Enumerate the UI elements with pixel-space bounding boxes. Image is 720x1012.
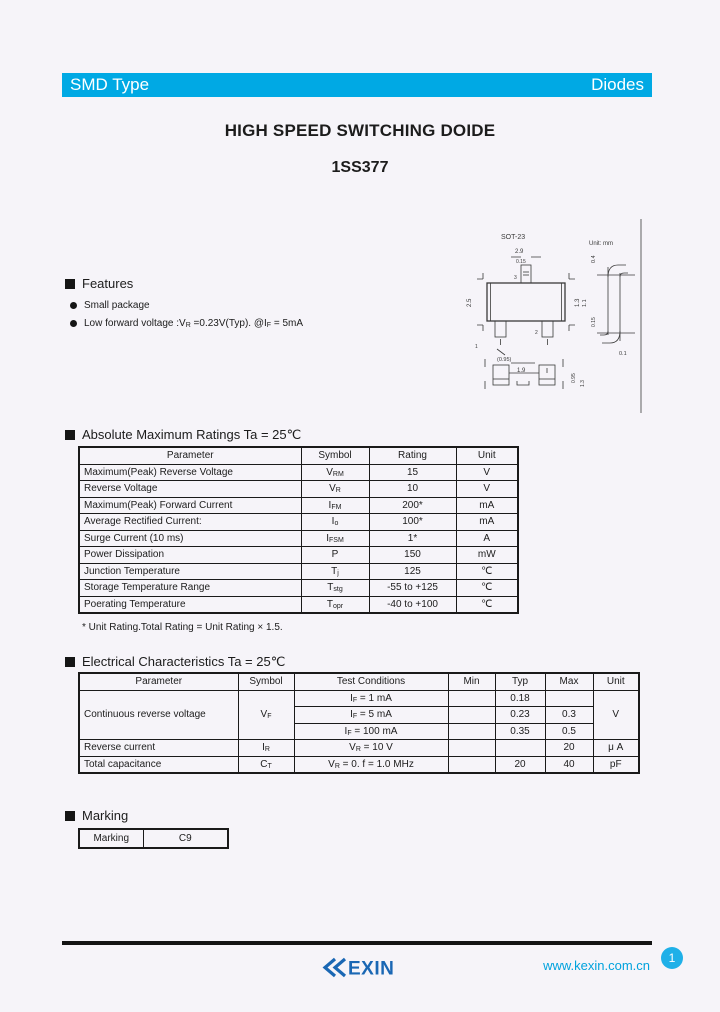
amr-unit: ℃ bbox=[456, 580, 518, 597]
abs-max-ratings-table bbox=[78, 446, 519, 614]
amr-param: Power Dissipation bbox=[79, 547, 301, 564]
land-pad-center bbox=[517, 381, 529, 385]
ec-max: 0.3 bbox=[545, 707, 593, 724]
dim-side-height: 1.1 bbox=[582, 299, 588, 307]
table-row bbox=[79, 547, 518, 564]
pin1-number: 1 bbox=[475, 344, 478, 350]
table-row bbox=[79, 756, 639, 773]
dim-foot: 0.1 bbox=[619, 351, 627, 357]
table-row bbox=[79, 580, 518, 597]
page-number-badge: 1 bbox=[661, 947, 683, 969]
page-title: HIGH SPEED SWITCHING DOIDE bbox=[224, 121, 496, 140]
package-name-label: SOT-23 bbox=[501, 234, 526, 241]
logo-text: EXIN bbox=[348, 958, 395, 980]
amr-rating: 150 bbox=[369, 547, 456, 564]
ec-cond: $I_F = 100$ mA bbox=[294, 723, 448, 740]
amr-unit: ℃ bbox=[456, 596, 518, 613]
table-row bbox=[79, 514, 518, 531]
table-row bbox=[79, 563, 518, 580]
amr-rating: -40 to +100 bbox=[369, 596, 456, 613]
amr-symbol: $T_j$ bbox=[301, 563, 369, 580]
ec-max bbox=[545, 690, 593, 707]
amr-rating: 125 bbox=[369, 563, 456, 580]
ec-unit: V bbox=[593, 690, 639, 740]
amr-unit: V bbox=[456, 464, 518, 481]
amr-rating: 1* bbox=[369, 530, 456, 547]
amr-rating: -55 to +125 bbox=[369, 580, 456, 597]
dim-lead-thick: 0.4 bbox=[591, 255, 597, 263]
marking-heading: Marking bbox=[65, 808, 128, 823]
ec-min bbox=[448, 756, 495, 773]
amr-symbol: $V_R$ bbox=[301, 481, 369, 498]
ec-max: 40 bbox=[545, 756, 593, 773]
table-row bbox=[79, 740, 639, 757]
dim-pitch: (0.95) bbox=[497, 357, 512, 363]
table-row bbox=[79, 481, 518, 498]
ec-min bbox=[448, 740, 495, 757]
amr-rating: 200* bbox=[369, 497, 456, 514]
col-parameter: Parameter bbox=[79, 673, 238, 690]
amr-param: Maximum(Peak) Forward Current bbox=[79, 497, 301, 514]
section-square-icon bbox=[65, 430, 75, 440]
bullet-icon bbox=[70, 302, 77, 309]
amr-symbol: $I_{FM}$ bbox=[301, 497, 369, 514]
ec-unit: pF bbox=[593, 756, 639, 773]
pin1-lead bbox=[495, 321, 506, 337]
amr-rating: 100* bbox=[369, 514, 456, 531]
dim-top-width: 2.9 bbox=[515, 249, 524, 255]
amr-symbol: P bbox=[301, 547, 369, 564]
features-heading: Features bbox=[65, 276, 133, 291]
package-outline-drawing bbox=[455, 215, 660, 420]
header-right-label: Diodes bbox=[591, 75, 644, 94]
dim-overall-height: 2.5 bbox=[467, 298, 473, 307]
unit-label: Unit: mm bbox=[589, 241, 613, 247]
section-square-icon bbox=[65, 657, 75, 667]
amr-unit: mA bbox=[456, 514, 518, 531]
amr-param: Junction Temperature bbox=[79, 563, 301, 580]
ec-cond: $I_F = 5$ mA bbox=[294, 707, 448, 724]
col-test-conditions: Test Conditions bbox=[294, 673, 448, 690]
amr-symbol: $V_{RM}$ bbox=[301, 464, 369, 481]
dim-land-a: 0.95 bbox=[571, 373, 577, 383]
pin3-number: 3 bbox=[514, 275, 517, 281]
amr-param: Storage Temperature Range bbox=[79, 580, 301, 597]
table-row bbox=[79, 829, 228, 848]
ec-param: Total capacitance bbox=[79, 756, 238, 773]
footer-rule bbox=[62, 941, 652, 945]
ec-unit: μ A bbox=[593, 740, 639, 757]
amr-param: Surge Current (10 ms) bbox=[79, 530, 301, 547]
ec-cond: $I_F = 1$ mA bbox=[294, 690, 448, 707]
dim-land-b: 1.3 bbox=[580, 380, 586, 387]
ec-typ bbox=[495, 740, 545, 757]
table-row bbox=[79, 690, 639, 707]
ec-param: Continuous reverse voltage bbox=[79, 690, 238, 740]
amr-unit: ℃ bbox=[456, 563, 518, 580]
amr-unit: mW bbox=[456, 547, 518, 564]
amr-unit: mA bbox=[456, 497, 518, 514]
amr-footnote: * Unit Rating.Total Rating = Unit Rating × 1.5. bbox=[82, 622, 283, 633]
col-typ: Typ bbox=[495, 673, 545, 690]
feature-item-2: Low forward voltage $:V_R =0.23V(Typ)$. $@I_F = 5mA$ bbox=[70, 318, 303, 329]
ec-max: 0.5 bbox=[545, 723, 593, 740]
dim-span: 1.9 bbox=[517, 368, 526, 374]
col-symbol: Symbol bbox=[301, 447, 369, 464]
col-unit: Unit bbox=[456, 447, 518, 464]
header-bar bbox=[62, 73, 652, 97]
electrical-characteristics-table bbox=[78, 672, 640, 774]
amr-heading: Absolute Maximum Ratings Ta = 25℃ bbox=[65, 427, 301, 443]
ec-typ: 20 bbox=[495, 756, 545, 773]
ec-max: 20 bbox=[545, 740, 593, 757]
col-unit: Unit bbox=[593, 673, 639, 690]
package-body-top-view bbox=[487, 283, 565, 321]
col-rating: Rating bbox=[369, 447, 456, 464]
ec-param: Reverse current bbox=[79, 740, 238, 757]
dim-body-height: 1.3 bbox=[575, 298, 581, 307]
ec-typ: 0.18 bbox=[495, 690, 545, 707]
pin2-number: 2 bbox=[535, 330, 538, 336]
amr-unit: V bbox=[456, 481, 518, 498]
amr-rating: 10 bbox=[369, 481, 456, 498]
marking-table bbox=[78, 828, 229, 849]
amr-param: Reverse Voltage bbox=[79, 481, 301, 498]
ec-min bbox=[448, 690, 495, 707]
bullet-icon bbox=[70, 320, 77, 327]
header-left-label: SMD Type bbox=[70, 75, 150, 94]
pin3-lead bbox=[521, 265, 531, 283]
land-pad-left bbox=[493, 365, 509, 385]
website-link[interactable]: www.kexin.com.cn bbox=[543, 958, 650, 973]
ec-symbol: $C_T$ bbox=[238, 756, 294, 773]
table-row bbox=[79, 464, 518, 481]
ec-min bbox=[448, 707, 495, 724]
ec-heading: Electrical Characteristics Ta = 25℃ bbox=[65, 654, 285, 670]
marking-label: Marking bbox=[79, 829, 143, 848]
ec-min bbox=[448, 723, 495, 740]
amr-param: Maximum(Peak) Reverse Voltage bbox=[79, 464, 301, 481]
amr-symbol: $I_o$ bbox=[301, 514, 369, 531]
amr-unit: A bbox=[456, 530, 518, 547]
amr-param: Poerating Temperature bbox=[79, 596, 301, 613]
feature-item-1: Small package bbox=[70, 300, 150, 311]
col-symbol: Symbol bbox=[238, 673, 294, 690]
amr-symbol: $T_{opr}$ bbox=[301, 596, 369, 613]
dim-lead-width: 0.15 bbox=[516, 259, 526, 265]
amr-symbol: $I_{FSM}$ bbox=[301, 530, 369, 547]
section-square-icon bbox=[65, 279, 75, 289]
col-parameter: Parameter bbox=[79, 447, 301, 464]
ec-symbol: $V_F$ bbox=[238, 690, 294, 740]
ec-typ: 0.23 bbox=[495, 707, 545, 724]
table-row bbox=[79, 596, 518, 613]
part-number: 1SS377 bbox=[331, 159, 389, 176]
ec-cond: $V_R = 0$. f = 1.0 MHz bbox=[294, 756, 448, 773]
table-header-row bbox=[79, 447, 518, 464]
marking-code: C9 bbox=[143, 829, 228, 848]
section-square-icon bbox=[65, 811, 75, 821]
amr-symbol: $T_{stg}$ bbox=[301, 580, 369, 597]
col-min: Min bbox=[448, 673, 495, 690]
table-row bbox=[79, 530, 518, 547]
amr-rating: 15 bbox=[369, 464, 456, 481]
ec-cond: $V_R = 10$ V bbox=[294, 740, 448, 757]
amr-param: Average Rectified Current: bbox=[79, 514, 301, 531]
col-max: Max bbox=[545, 673, 593, 690]
ec-typ: 0.35 bbox=[495, 723, 545, 740]
table-header-row bbox=[79, 673, 639, 690]
ec-symbol: $I_R$ bbox=[238, 740, 294, 757]
dim-standoff: 0.15 bbox=[591, 317, 597, 327]
table-row bbox=[79, 497, 518, 514]
pin2-lead bbox=[542, 321, 553, 337]
